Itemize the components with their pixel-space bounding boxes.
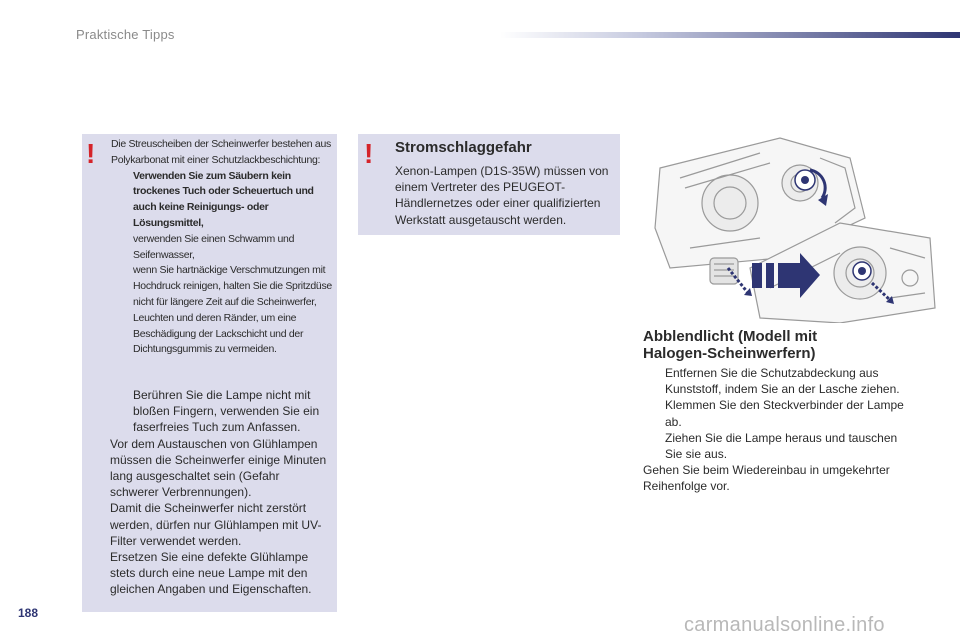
bullet-icon	[111, 263, 133, 358]
bullet-text: Verwenden Sie zum Säubern kein trockenes Tuch oder Scheuertuch und auch keine Reinigungs- oder Lösungsmittel,	[133, 169, 314, 229]
header-title: Praktische Tipps	[76, 27, 175, 42]
list-item	[643, 365, 913, 397]
bullet-icon	[643, 430, 665, 462]
list-item	[111, 232, 333, 264]
step-text: Ziehen Sie die Lampe heraus und tauschen Sie sie aus.	[665, 430, 898, 462]
list-item	[111, 169, 333, 232]
warning-body: Xenon-Lampen (D1S-35W) müssen von einem Vertreter des PEUGEOT-Händlernetzes oder einer qualifizierten Werkstatt ausgetauscht werden.	[395, 164, 609, 227]
bullet-icon	[643, 397, 665, 429]
left-intro: Die Streuscheiben der Scheinwerfer bestehen aus Polykarbonat mit einer Schutzlackbeschichtung:	[111, 138, 331, 166]
list-item	[111, 263, 333, 358]
list-item	[111, 387, 331, 436]
paragraph: Ersetzen Sie eine defekte Glühlampe stets durch eine neue Lampe mit den gleichen Angaben und Eigenschaften.	[110, 550, 312, 597]
bullet-icon	[111, 169, 133, 232]
headlamp-illustration	[640, 128, 940, 323]
list-item	[643, 430, 913, 462]
bullet-text: verwenden Sie einen Schwamm und Seifenwasser,	[133, 232, 295, 261]
warning-icon: !	[364, 138, 374, 169]
step-text: Entfernen Sie die Schutzabdeckung aus Kunststoff, indem Sie an der Lasche ziehen.	[665, 366, 900, 397]
step-text: Klemmen Sie den Steckverbinder der Lampe ab.	[665, 398, 904, 429]
bullet-text: wenn Sie hartnäckige Verschmutzungen mit Hochdruck reinigen, halten Sie die Spritzdüse nicht für längere Zeit auf die Scheinwerfer, Leuchten und deren Ränder, um eine Beschädigung der Lackschicht und der Dichtungsgummis zu vermeiden.	[133, 264, 332, 356]
paragraph: Damit die Scheinwerfer nicht zerstört werden, dürfen nur Glühlampen mit UV-Filter verwendet werden.	[110, 501, 322, 548]
bullet-icon	[643, 365, 665, 397]
paragraph: Vor dem Austauschen von Glühlampen müssen die Scheinwerfer einige Minuten lang ausgeschaltet sein (Gefahr schwerer Verbrennungen).	[110, 436, 327, 500]
section-title: Abblendlicht (Modell mit Halogen-Scheinwerfern)	[643, 328, 818, 362]
watermark: carmanualsonline.info	[684, 614, 885, 636]
left-body-text	[111, 387, 331, 598]
closing-text: Gehen Sie beim Wiedereinbau in umgekehrter Reihenfolge vor.	[643, 463, 890, 494]
bullet-text: Berühren Sie die Lampe nicht mit bloßen Fingern, verwenden Sie ein faserfreies Tuch zum Anfassen.	[133, 388, 320, 435]
section-body	[643, 365, 913, 495]
bullet-icon	[111, 387, 133, 436]
left-small-text	[111, 137, 333, 358]
bullet-icon	[111, 232, 133, 264]
warning-icon: !	[86, 138, 96, 169]
warning-title: Stromschlaggefahr	[395, 139, 532, 156]
header-gradient-bar	[500, 32, 960, 38]
list-item	[643, 397, 913, 429]
page-number: 188	[18, 606, 39, 620]
